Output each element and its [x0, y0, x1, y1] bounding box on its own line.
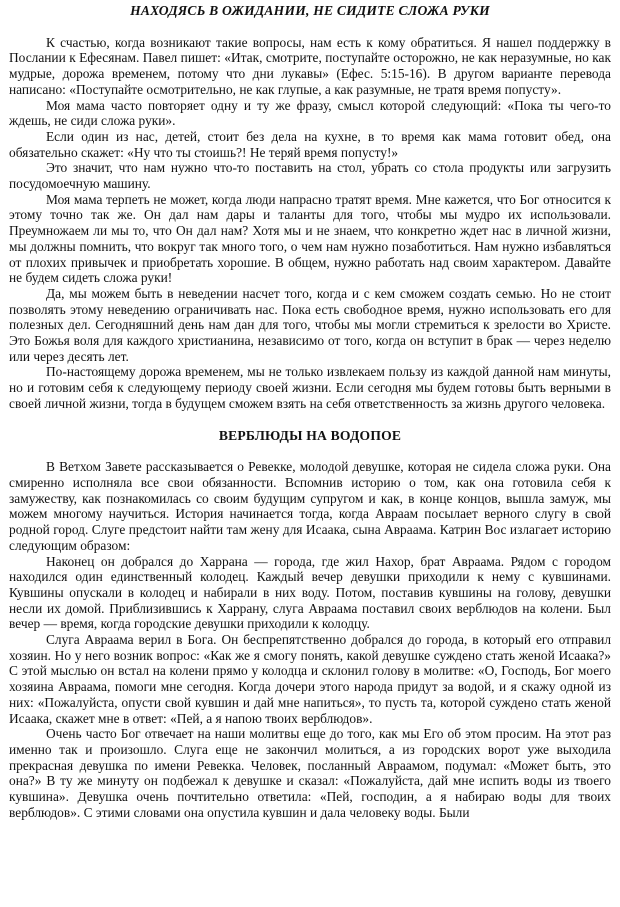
paragraph: К счастью, когда возникают такие вопросы, нам есть к кому обратиться. Я нашел поддержку в Послании к Ефесянам. Павел пишет: «Итак, смотрите, поступайте осторожно, не как неразумные, но как мудрые, дорожа временем, потому что дни лукавы» (Ефес. 5:15-16). В другом варианте перевода написано: «Поступайте осмотрительно, не как глупые, а как разумные, не тратя время попусту». — [9, 34, 611, 97]
chapter-title: НАХОДЯСЬ В ОЖИДАНИИ, НЕ СИДИТЕ СЛОЖА РУКИ — [130, 3, 490, 18]
paragraph: Слуга Авраама верил в Бога. Он беспрепятственно добрался до города, в который его отправил хозяин. Но у него возник вопрос: «Как же я смогу понять, какой девушке суждено стать женой Исаака?» С этой мыслью он встал на колени прямо у колодца и склонил голову в молитве: «О, Господь, Бог моего хозяина Авраама, помоги мне сегодня. Когда дочери этого народа придут за водой, и я скажу одной из них: «Пожалуйста, опусти свой кувшин и дай мне напиться», то пусть та, которой суждено стать женой Исаака, скажет мне в ответ: «Пей, а я напою твоих верблюдов». — [9, 632, 611, 726]
paragraph: Это значит, что нам нужно что-то поставить на стол, убрать со стола продукты или загрузить посудомоечную машину. — [9, 160, 611, 192]
paragraph: В Ветхом Завете рассказывается о Ревекке, молодой девушке, которая не сидела сложа руки. Она смиренно исполняла все свои обязанности. Вспомнив историю о том, как она готовила себя к замужеству, как познакомилась со своим будущим супругом и как, в конце концов, вышла замуж, мы можем многому научиться. История начинается тогда, когда Авраам посылает верного слугу в свой родной город. Слуге предстоит найти там жену для Исаака, сына Авраама. Катрин Вос излагает историю следующим образом: — [9, 459, 611, 553]
section-waiting — [9, 35, 611, 412]
paragraph: Моя мама терпеть не может, когда люди напрасно тратят время. Мне кажется, что Бог относится к этому точно так же. Он дал нам дары и таланты для того, чтобы мы мудро их использовали. Преумножаем ли мы то, что Он дал нам? Хотя мы и не знаем, что конкретно ждет нас в личной жизни, мы должны помнить, что вокруг так много того, о чем нам нужно позаботиться. Нам нужно избавляться от плохих привычек и приобретать хорошие. В общем, нужно работать над своим характером. Давайте не будем сидеть сложа руки! — [9, 191, 611, 286]
paragraph: Очень часто Бог отвечает на наши молитвы еще до того, как мы Его об этом просим. На этот раз именно так и произошло. Слуга еще не закончил молиться, а из городских ворот уже выходила прекрасная девушка по имени Ревекка. Человек, посланный Авраамом, подумал: «Может быть, это она?» В ту же минуту он подбежал к девушке и сказал: «Пожалуйста, дай мне испить воды из твоего кувшина». Девушка очень почтительно ответила: «Пей, господин, а я набираю воды для твоих верблюдов». С этими словами она опустила кувшин и дала человеку воды. Были — [9, 726, 611, 820]
section-heading-camels: ВЕРБЛЮДЫ НА ВОДОПОЕ — [218, 427, 402, 443]
paragraph: Моя мама часто повторяет одну и ту же фразу, смысл которой следующий: «Пока ты чего-то ждешь, не сиди сложа руки». — [9, 97, 611, 129]
paragraph: Наконец он добрался до Харрана — города, где жил Нахор, брат Авраама. Рядом с городом находился один единственный колодец. Каждый вечер девушки приходили к нему с кувшинами. Кувшины опускали в колодец и набирали в них воду. Потом, поставив кувшины на голову, девушки несли их домой. Приблизившись к Харрану, слуга Авраама поставил своих верблюдов на колени. Был вечер — время, когда городские девушки приходили к колодцу. — [9, 553, 611, 632]
paragraph: По-настоящему дорожа временем, мы не только извлекаем пользу из каждой данной нам минуты, но и готовим себя к следующему периоду своей жизни. Если сегодня мы будем готовы быть верными в своей личной жизни, тогда в будущем сможем взять на себя ответственность за жизнь другого человека. — [9, 364, 611, 411]
paragraph: Если один из нас, детей, стоит без дела на кухне, в то время как мама готовит обед, она обязательно скажет: «Ну что ты стоишь?! Не теряй время попусту!» — [9, 128, 611, 160]
paragraph: Да, мы можем быть в неведении насчет того, когда и с кем сможем создать семью. Но не стоит позволять этому неведению ограничивать нас. Пока есть свободное время, нужно использовать его для полезных дел. Сегодняшний день нам дан для того, чтобы мы могли стремиться к зрелости во Христе. Это Божья воля для каждого христианина, независимо от того, когда он вступит в брак — через неделю или через десять лет. — [9, 285, 611, 364]
section-camels — [9, 459, 611, 820]
